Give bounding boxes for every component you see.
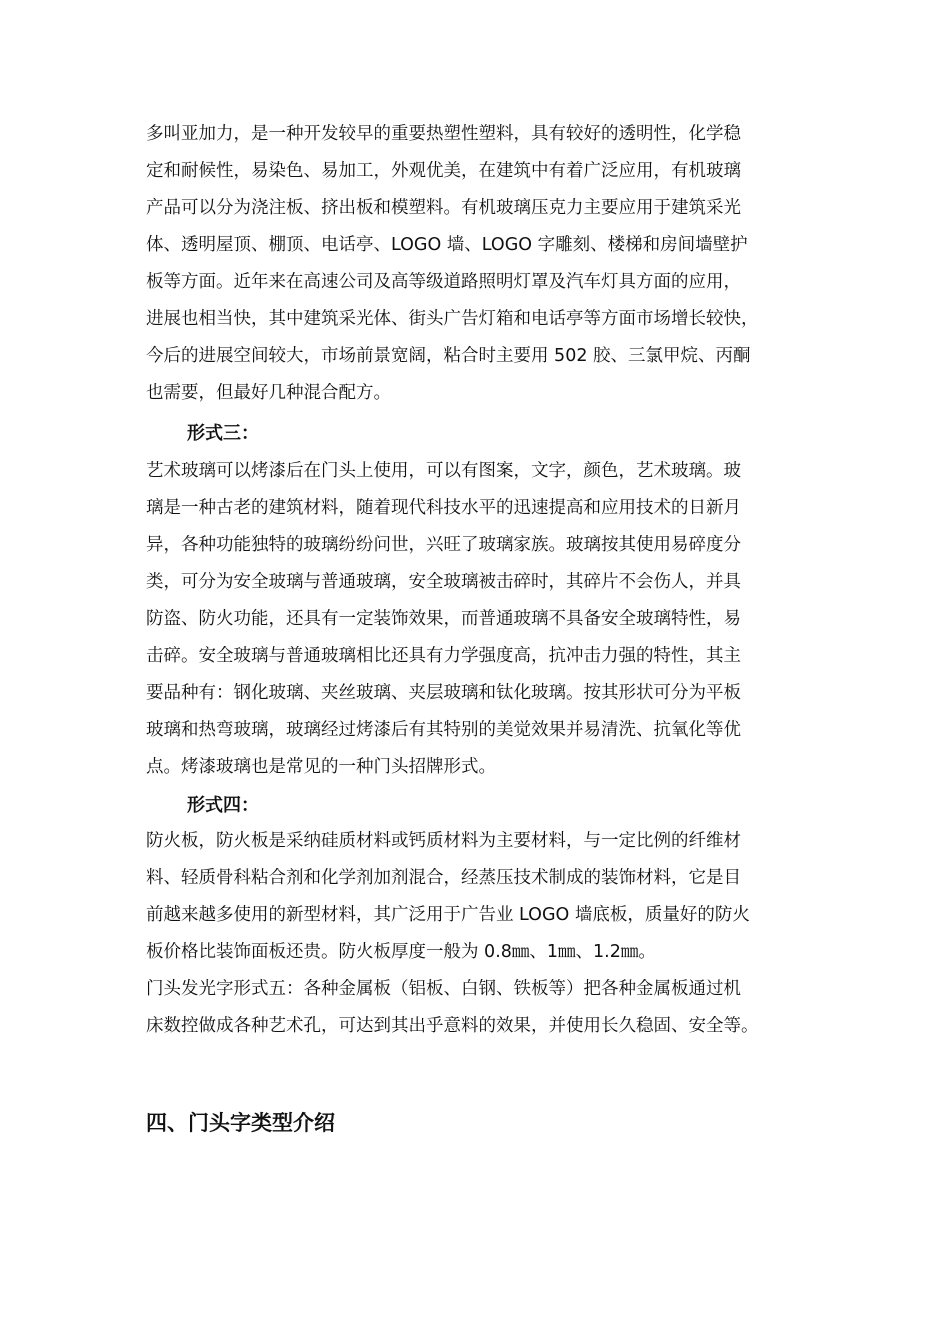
para1-line: 也需要，但最好几种混合配方。 [146, 383, 391, 403]
heading-form-four: 形式四： [187, 795, 259, 816]
para1-line: 定和耐候性，易染色、易加工，外观优美，在建筑中有着广泛应用，有机玻璃 [146, 161, 741, 181]
para2-line: 璃是一种古老的建筑材料，随着现代科技水平的迅速提高和应用技术的日新月 [146, 498, 741, 518]
para2-line: 玻璃和热弯玻璃，玻璃经过烤漆后有其特别的美觉效果并易清洗、抗氧化等优 [146, 720, 741, 740]
para3-line: 防火板，防火板是采纳硅质材料或钙质材料为主要材料，与一定比例的纤维材 [146, 831, 741, 851]
para1-line: 多叫亚加力，是一种开发较早的重要热塑性塑料，具有较好的透明性，化学稳 [146, 124, 741, 144]
para4-line: 门头发光字形式五：各种金属板（铝板、白钢、铁板等）把各种金属板通过机 [146, 979, 741, 999]
para2-line: 防盗、防火功能，还具有一定装饰效果，而普通玻璃不具备安全玻璃特性，易 [146, 609, 741, 629]
para2-line: 艺术玻璃可以烤漆后在门头上使用，可以有图案，文字，颜色，艺术玻璃。玻 [146, 461, 741, 481]
para2-line: 击碎。安全玻璃与普通玻璃相比还具有力学强度高，抗冲击力强的特性，其主 [146, 646, 741, 666]
para2-line: 类，可分为安全玻璃与普通玻璃，安全玻璃被击碎时，其碎片不会伤人，并具 [146, 572, 741, 592]
heading-form-three: 形式三： [187, 423, 259, 444]
para2-line: 点。烤漆玻璃也是常见的一种门头招牌形式。 [146, 757, 496, 777]
para1-line: 今后的进展空间较大，市场前景宽阔，粘合时主要用 502 胶、三氯甲烷、丙酮 [146, 346, 751, 366]
para3-line: 板价格比装饰面板还贵。防火板厚度一般为 0.8㎜、1㎜、1.2㎜。 [146, 942, 656, 962]
para2-line: 要品种有：钢化玻璃、夹丝玻璃、夹层玻璃和钛化玻璃。按其形状可分为平板 [146, 683, 741, 703]
para2-line: 异，各种功能独特的玻璃纷纷问世，兴旺了玻璃家族。玻璃按其使用易碎度分 [146, 535, 741, 555]
para1-line: 产品可以分为浇注板、挤出板和模塑料。有机玻璃压克力主要应用于建筑采光 [146, 198, 741, 218]
section-title: 四、门头字类型介绍 [146, 1111, 335, 1135]
para3-line: 前越来越多使用的新型材料，其广泛用于广告业 LOGO 墙底板，质量好的防火 [146, 905, 750, 925]
para1-line: 板等方面。近年来在高速公司及高等级道路照明灯罩及汽车灯具方面的应用， [146, 272, 741, 292]
para4-line: 床数控做成各种艺术孔，可达到其出乎意料的效果，并使用长久稳固、安全等。 [146, 1016, 759, 1036]
para1-line: 体、透明屋顶、棚顶、电话亭、LOGO 墙、LOGO 字雕刻、楼梯和房间墙壁护 [146, 235, 748, 255]
para1-line: 进展也相当快，其中建筑采光体、街头广告灯箱和电话亭等方面市场增长较快， [146, 309, 759, 329]
para3-line: 料、轻质骨科粘合剂和化学剂加剂混合，经蒸压技术制成的装饰材料，它是目 [146, 868, 741, 888]
